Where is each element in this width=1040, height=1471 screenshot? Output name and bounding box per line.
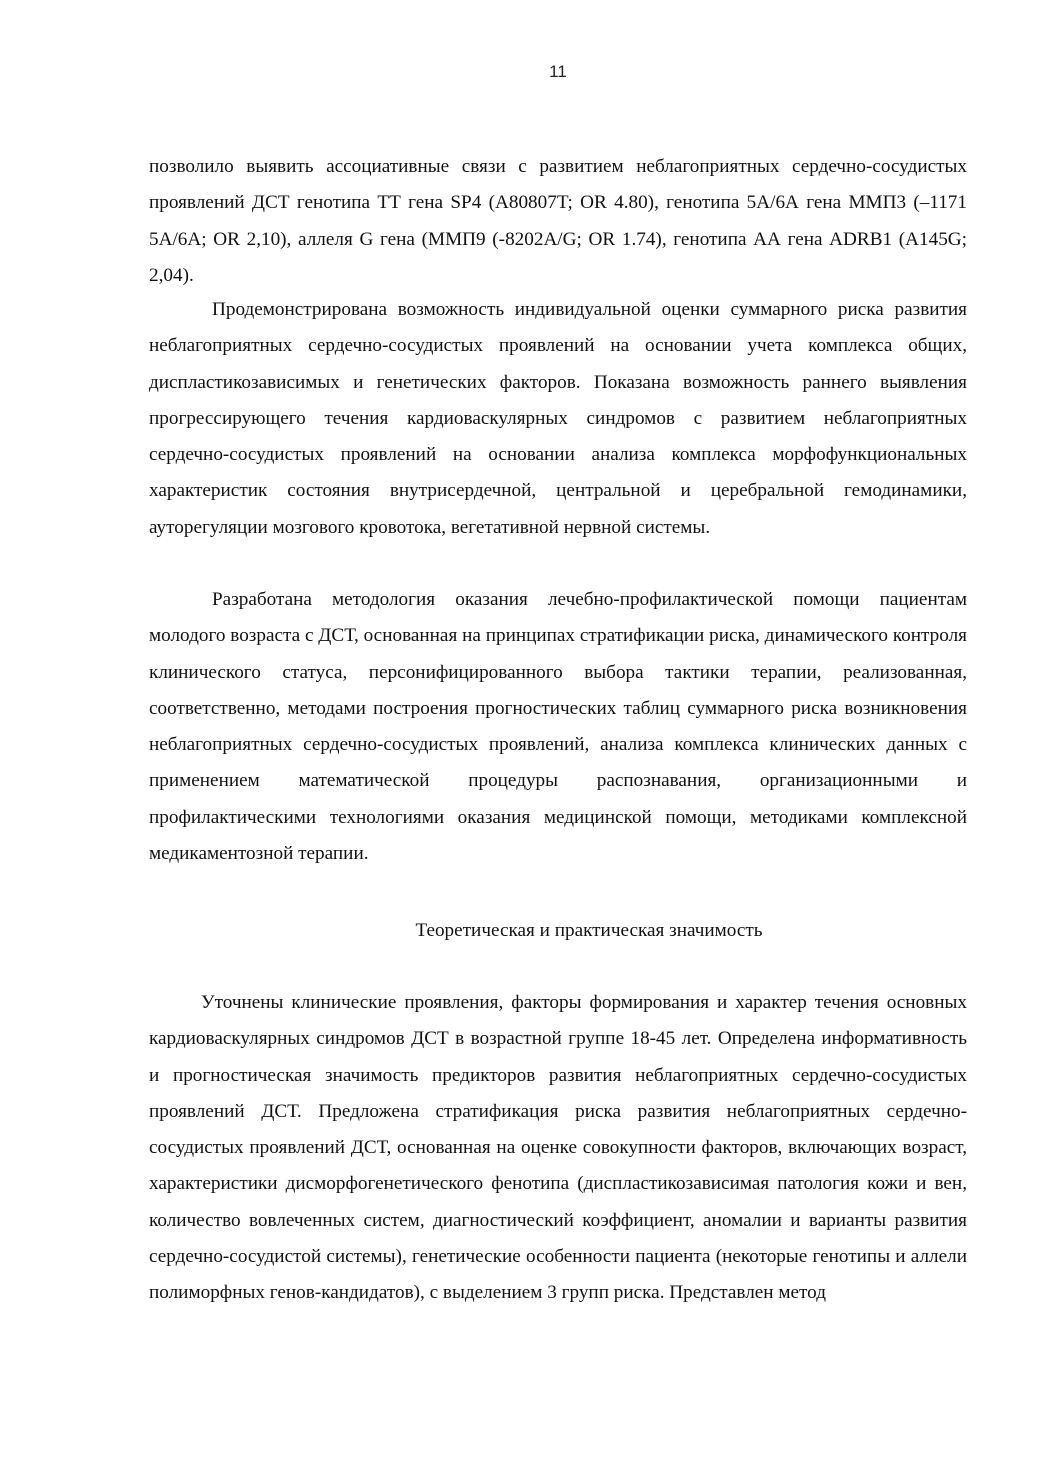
page-number: 11 [549, 62, 567, 81]
paragraph-significance: Уточнены клинические проявления, факторы формирования и характер течения основных кардиоваскулярных синдромов ДСТ в возрастной группе 18-45 лет. Определена информативность и прогностическая значимость предикторов развития неблагоприятных сердечно-сосудистых проявлений ДСТ. Предложена стратификация риска развития неблагоприятных сердечно-сосудистых проявлений ДСТ, основанная на оценке совокупности факторов, включающих возраст, характеристики дисморфогенетического фенотипа (диспластикозависимая патология кожи и вен, количество вовлеченных систем, диагностический коэффициент, аномалии и варианты развития сердечно-сосудистой системы), генетические особенности пациента (некоторые генотипы и аллели полиморфных генов-кандидатов), с выделением 3 групп риска. Представлен метод [149, 992, 967, 1304]
paragraph-gene-associations: позволило выявить ассоциативные связи с развитием неблагоприятных сердечно-сосудистых проявлений ДСТ генотипа ТТ гена SP4 (A80807T; OR 4.80), генотипа 5А/6А гена ММП3 (–1171 5А/6А; OR 2,10), аллеля G гена (ММП9 (-8202A/G; OR 1.74), генотипа АА гена ADRB1 (A145G; 2,04). [149, 156, 967, 286]
section-heading: Теоретическая и практическая значимость [415, 920, 763, 941]
paragraph-methodology: Разработана методология оказания лечебно-профилактической помощи пациентам молодого возраста с ДСТ, основанная на принципах стратификации риска, динамического контроля клинического статуса, персонифицированного выбора тактики терапии, реализованная, соответственно, методами построения прогностических таблиц суммарного риска возникновения неблагоприятных сердечно-сосудистых проявлений, анализа комплекса клинических данных с применением математической процедуры распознавания, организационными и профилактическими технологиями оказания медицинской помощи, методиками комплексной медикаментозной терапии. [149, 589, 967, 865]
paragraph-risk-assessment: Продемонстрирована возможность индивидуальной оценки суммарного риска развития неблагоприятных сердечно-сосудистых проявлений на основании учета комплекса общих, диспластикозависимых и генетических факторов. Показана возможность раннего выявления прогрессирующего течения кардиоваскулярных синдромов с развитием неблагоприятных сердечно-сосудистых проявлений на основании анализа комплекса морфофункциональных характеристик состояния внутрисердечной, центральной и церебральной гемодинамики, ауторегуляции мозгового кровотока, вегетативной нервной системы. [149, 299, 967, 538]
